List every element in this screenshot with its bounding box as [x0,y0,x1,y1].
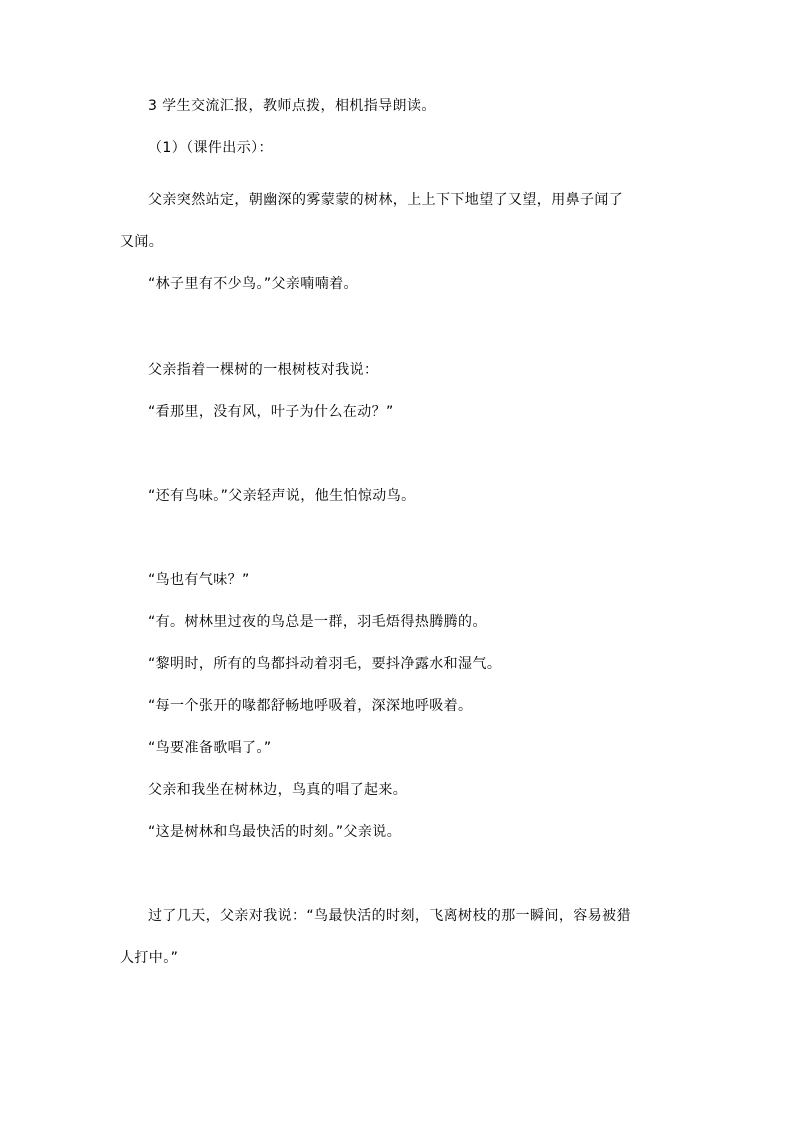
paragraph-line: “这是树林和鸟最快活的时刻。”父亲说。 [148,824,402,840]
paragraph-line: 父亲和我坐在树林边，鸟真的唱了起来。 [148,782,408,798]
paragraph-line: “鸟也有气味？” [148,572,250,588]
paragraph-line: “还有鸟味。”父亲轻声说，他生怕惊动鸟。 [148,488,416,504]
paragraph-line: “黎明时，所有的鸟都抖动着羽毛，要抖净露水和湿气。 [148,656,502,672]
paragraph-line: 过了几天，父亲对我说：“鸟最快活的时刻，飞离树枝的那一瞬间，容易被猎 [148,908,631,924]
paragraph-line: 父亲突然站定，朝幽深的雾蒙蒙的树林，上上下下地望了又望，用鼻子闻了 [148,192,624,208]
paragraph-line: “林子里有不少鸟。”父亲喃喃着。 [148,276,358,292]
paragraph-line: 又闻。 [120,234,164,250]
paragraph-line: “每一个张开的喙都舒畅地呼吸着，深深地呼吸着。 [148,698,473,714]
paragraph-line: 父亲指着一棵树的一根树枝对我说： [148,362,379,378]
paragraph-line: “看那里，没有风，叶子为什么在动？” [148,404,394,420]
paragraph-line: 人打中。” [120,950,179,966]
paragraph-step-3: 3 学生交流汇报，教师点拨，相机指导朗读。 [148,98,436,114]
paragraph-line: “鸟要准备歌唱了。” [148,740,272,756]
paragraph-courseware-label: （1）（课件出示）： [148,140,273,156]
paragraph-line: “有。树林里过夜的鸟总是一群，羽毛焐得热腾腾的。 [148,614,487,630]
